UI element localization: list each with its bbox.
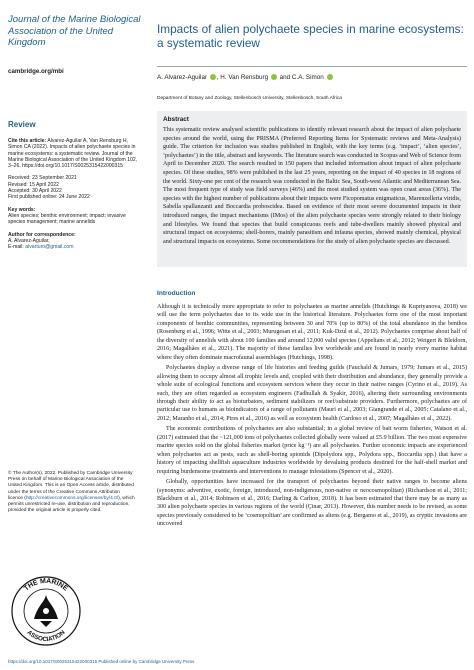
orcid-icon[interactable]: [327, 74, 333, 80]
body-paragraph: Globally, opportunities have increased for the transport of polychaetes beyond their native ranges to become aliens (synonyms: adventive, exotic, foreign, introduced, non-indigenous, non-native or neocosmopolitan) (Richardson et al., 2011; Blackburn et al., 2014; Robinson et al., 2016; Darling & Carlton, 2018). It has been estimated that there may be as many as 300 alien polychaete species in various regions of the world (Çinar, 2013). However, this number needs to be revised, as some species previously considered to be ‘cosmopolitan’ are confirmed as aliens (e.g. Bergamo et al., 2019), as cryptic invasions are uncovered: [157, 479, 467, 528]
author-list: A. Alvarez-Aguilar , H. Van Rensburg and C.A. Simon: [157, 74, 467, 81]
citation-block: [8, 138, 140, 169]
header-divider: [157, 66, 467, 67]
affiliation: Department of Botany and Zoology, Stellenbosch University, Stellenbosch, South Africa: [157, 96, 342, 101]
cite-label: Cite this article:: [8, 138, 47, 144]
mba-seal-logo: [10, 575, 82, 647]
body-paragraph: The economic contributions of polychaetes are also substantial; in a global review of bait worm fisheries, Watson et al. (2017) estimated that the ~121,000 tons of polychaetes collected globally were valued at £5.9 billion. The two most expensive marine species sold on the global fisheries market (price kg⁻¹) are all polychaetes. Further economic impacts are experienced when polychaetes act as pests, such as shell-boring spionids (Dipolydora spp., Polydora spp., Boccardia spp.) that have a history of impacting shellfish aquaculture industries worldwide by devaluing products destined for the half-shell market and requiring burdensome treatments and interventions to manage infestations (Spencer et al., 2020).: [157, 426, 467, 475]
revised-date: Revised: 15 April 2022: [8, 181, 59, 188]
dates-block: [8, 175, 140, 200]
author-name[interactable]: A. Alvarez-Aguilar: [157, 74, 208, 81]
article-header: [157, 22, 467, 50]
correspondence-block: [8, 232, 140, 251]
keywords-label: Key words:: [8, 206, 36, 213]
copyright-notice: [8, 471, 136, 514]
introduction-heading: Introduction: [157, 290, 196, 297]
copyright-text-1: © The Author(s), 2022. Published by Cambridge University Press on behalf of Marine Biological Association of the United Kingdom. This is an Open Access article, distributed under the terms of the Creative Commons Attribution licence (: [8, 471, 134, 501]
orcid-icon[interactable]: [210, 74, 216, 80]
svg-text:THE MARINE: THE MARINE: [23, 577, 69, 593]
received-date: Received: 23 September 2021: [8, 175, 77, 182]
author-name[interactable]: C.A. Simon: [291, 74, 324, 81]
keywords-text: Alien species; benthic environment; impact; invasive species management; marine annelids: [8, 212, 126, 226]
orcid-icon[interactable]: [271, 74, 277, 80]
keywords-block: [8, 207, 140, 226]
first-published-date: First published online: 24 June 2022: [8, 194, 90, 201]
email-label: E-mail:: [8, 244, 24, 251]
body-paragraph: Polychaetes display a diverse range of life histories and feeding guilds (Fauchald & Jumars, 1979; Jumars et al., 2015) allowing them to occupy almost all trophic levels and, coupled with their distribution and abundance, they generally provide a whole suite of ecological functions and ecosystem services where they occur in their native ranges (Cyrino et al., 2019). As such, they are often regarded as ecosystem engineers (Fadhullah & Syakir, 2016), altering their surrounding environments through their ability to act as bioturbators, sediment stabilizers or reef/substrate providers. Furthermore, polychaetes are of particular use to humans as bioindicators of a range of pollutants (Mauri et al., 2003; Giangrande et al., 2005; Catalano et al., 2012; Maranho et al., 2014; Pires et al., 2016) as well as ecosystem health (Cardoso et al., 2007; Magalhães et al., 2022).: [157, 365, 467, 422]
article-metadata: [8, 138, 140, 256]
correspondence-email-line: [8, 244, 140, 250]
sidebar: [0, 0, 145, 670]
accepted-date: Accepted: 30 April 2022: [8, 188, 62, 195]
cite-text: Alvarez-Aguilar A, Van Rensburg H, Simon CA (2022). Impacts of alien polychaete species in marine ecosystems: a systematic review. Journal of the Marine Biological Association of the United Kingdom 102, 3–26. https://doi.org/10.1017/S0025315422000315: [8, 138, 138, 170]
journal-url[interactable]: cambridge.org/mbi: [8, 67, 64, 75]
license-link[interactable]: http://creativecommons.org/licenses/by/4.0/: [25, 495, 119, 501]
journal-block: [8, 14, 143, 75]
copyright-text-2: ), which permits unrestricted re-use, distribution and reproduction, provided the original article is properly cited.: [8, 495, 135, 514]
author-name[interactable]: H. Van Rensburg: [220, 74, 269, 81]
abstract-box: [157, 111, 467, 267]
correspondence-label: Author for correspondence:: [8, 231, 76, 238]
correspondence-name: A. Alvarez-Aguilar,: [8, 237, 50, 244]
abstract-heading: Abstract: [163, 116, 189, 123]
article-title: Impacts of alien polychaete species in marine ecosystems: a systematic review: [157, 22, 464, 50]
abstract-text: This systematic review analysed scientific publications to identify relevant research about the impact of alien polychaete species around the world, using the PRISMA (Preferred Reporting Items for Systematic reviews and Meta-Analysis) guide. The criterion for inclusion was studies published in English, with the key terms (e.g. ‘impact’, ‘alien species’, ‘polychaetes’) in the title, abstract and keywords. The literature search was conducted in Scopus and Web of Science from April to December 2020. The search resulted in 150 papers that included information about impact of alien polychaete species. Of these studies, 98% were published in the last 25 years, reporting on the impact of 40 species in 18 regions of the world. Sixty-one per cent of the research was conducted in the Baltic Sea, South-west Atlantic and Mediterranean Sea. The most frequent type of study was field surveys (46%) and the most studied system was open coast areas (36%). The species with the highest number of publications about their impacts were Ficopomatus enigmaticus, Marenzelleria viridis, Sabella spallanzanii and Boccardia proboscidea. Based on evidence of their most severe documented impacts in their introduced ranges, the impact mechanisms (IMos) of the alien polychaete species were strongly related to their biology and lifestyles. We found that species that build conspicuous reefs and tube-dwellers mainly showed physical and structural impact on ecosystems; shell-borers, mainly parasitism and infauna species, showed mainly chemical, physical and structural impacts on ecosystems. Some recommendations for the study of alien polychaete species are discussed.: [163, 127, 461, 245]
journal-name: Journal of the Marine Biological Association of the United Kingdom: [8, 14, 141, 48]
email-link[interactable]: alvarturo@gmail.com: [25, 244, 74, 251]
svg-text:ASSOCIATION: ASSOCIATION: [25, 629, 67, 644]
body-paragraph: Although it is technically more appropriate to refer to polychaetes as marine annelids (Hutchings & Kupriyanova, 2018) we will use the term polychaetes due to its wide use in the historical literature. Polychaetes form one of the most important components of benthic communities, representing between 30 and 70% (up to 80%) of the total abundance in the benthos (Rosenberg et al., 1996; Witte et al., 2003; Murugesan et al., 2011; Kuk-Dzul et al., 2012). Polychaetes comprise about half of the diversity of annelids with about 100 families and around 12,000 valid species (Appeltans et al., 2012; Weigert & Bleidorn, 2016; Magalhães et al., 2021). The majority of these families live worldwide and are found in nearly every marine habitat where they often dominate macrofaunal assemblages (Hutchings, 1998).: [157, 304, 467, 361]
doi-footer[interactable]: https://doi.org/10.1017/S0025315422000315 Published online by Cambridge University Press: [8, 659, 195, 664]
article-type-label: Review: [8, 120, 36, 129]
article-body: [157, 290, 467, 531]
